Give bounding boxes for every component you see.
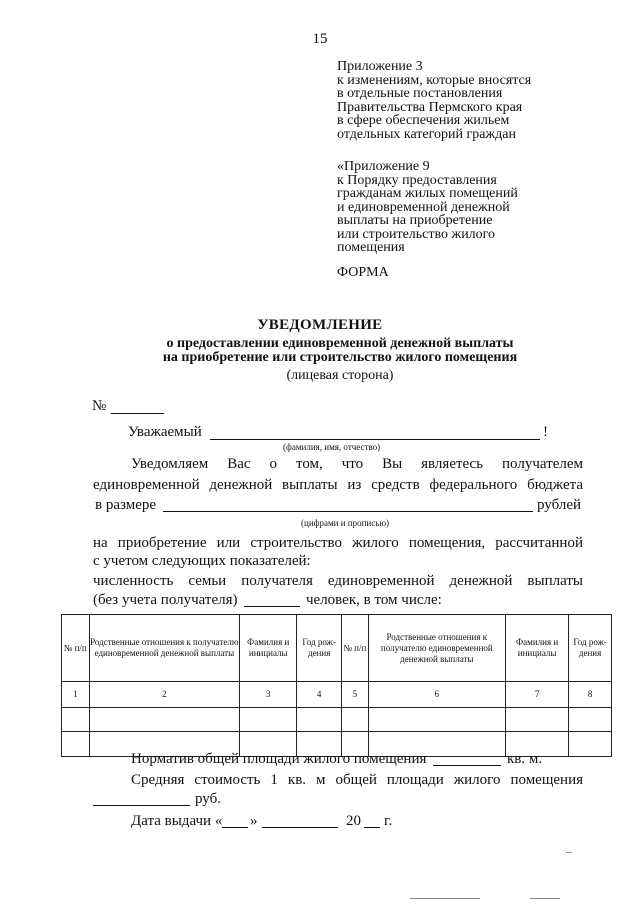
cost-field[interactable] [93,805,190,806]
appendix-line: выплаты на приобретение [337,213,493,228]
appendix-line: в отдельные постановления [337,86,503,101]
appendix-line: Приложение 3 [337,59,423,74]
table-header-cell: Фамилия и инициалы [506,615,569,682]
norm-suffix: кв. м. [507,751,543,767]
date-day-field[interactable] [222,827,248,828]
subtitle-line: на приобретение или строительство жилого помещения [162,350,518,365]
table-number-cell: 6 [368,682,506,708]
table-header-cell: № п/п [342,615,368,682]
appendix-line: помещения [337,240,405,255]
appendix-9-block [337,160,627,255]
family-members-table [61,614,612,757]
number-label: № [92,398,107,414]
appendix-line: или строительство жилого [337,226,496,242]
paragraph-text: (без учета получателя) [93,592,238,608]
norm-label: Норматив общей площади жилого помещения [131,751,427,767]
paragraph-text: человек, в том числе: [306,592,442,608]
table-header-cell: Год рож-дения [297,615,342,682]
greeting-label: Уважаемый [128,424,202,440]
scan-mark [566,852,572,853]
subtitle-line: о предоставлении единовременной денежной выплаты [166,336,514,351]
appendix-line: Правительства Пермского края [337,99,523,115]
table-cell[interactable] [240,708,297,732]
paragraph-text: на приобретение или строительство жилого помещения, рассчитанной [93,535,583,551]
table-cell[interactable] [506,708,569,732]
table-cell[interactable] [368,708,506,732]
family-count-field[interactable] [244,606,300,607]
table-header-cell: Родственные отношения к получателю единовременной денежной выплаты [368,615,506,682]
number-field[interactable] [111,413,164,414]
date-year: 20 [346,813,361,829]
side-note: (лицевая сторона) [286,368,394,383]
table-cell[interactable] [569,732,612,757]
appendix-line: отдельных категорий граждан [337,126,516,142]
table-number-cell: 4 [297,682,342,708]
table-header-cell: Родственные отношения к получателю единовременной денежной выплаты [89,615,240,682]
recipient-name-field[interactable] [210,439,540,440]
amount-hint: (цифрами и прописью) [301,518,390,528]
paragraph-text: численность семьи получателя единовременной денежной выплаты [93,573,583,589]
table-number-cell: 3 [240,682,297,708]
table-header-cell: Год рож-дения [569,615,612,682]
cost-label: Средняя стоимость 1 кв. м общей площади жилого помещения [131,772,583,788]
table-cell[interactable] [342,708,368,732]
date-quote: » [250,813,258,829]
appendix-line: к Порядку предоставления [337,172,497,188]
appendix-line: и единовременной денежной [337,199,510,215]
table-cell[interactable] [297,708,342,732]
cost-suffix: руб. [195,791,221,807]
appendix-line: в сфере обеспечения жильем [337,113,510,128]
appendix-line: к изменениям, которые вносятся [337,72,532,88]
amount-suffix: рублей [537,497,582,513]
paragraph-text: единовременной денежной выплаты из средств федерального бюджета [93,477,583,493]
date-suffix: г. [384,813,393,829]
table-number-cell: 7 [506,682,569,708]
table-number-cell: 1 [62,682,90,708]
table-cell[interactable] [62,732,90,757]
appendix-line: гражданам жилых помещений [337,186,518,201]
amount-label: в размере [95,497,157,513]
table-header-row [62,615,612,682]
table-cell[interactable] [569,708,612,732]
paragraph-text: Уведомляем Вас о том, что Вы являетесь получателем [131,456,583,472]
document-title: УВЕДОМЛЕНИЕ [257,317,383,333]
paragraph-text: с учетом следующих показателей: [93,553,311,569]
date-label: Дата выдачи « [131,813,223,829]
form-label: ФОРМА [337,265,389,280]
scan-mark [530,898,560,899]
table-header-cell: № п/п [62,615,90,682]
table-row [62,708,612,732]
table-number-cell: 8 [569,682,612,708]
greeting-end: ! [543,424,548,440]
date-year-field[interactable] [364,827,380,828]
table-number-row [62,682,612,708]
table-number-cell: 5 [342,682,368,708]
page-number: 15 [312,31,328,47]
table-cell[interactable] [89,708,240,732]
table-number-cell: 2 [89,682,240,708]
amount-field[interactable] [163,511,533,512]
table-cell[interactable] [62,708,90,732]
name-hint: (фамилия, имя, отчество) [283,442,381,452]
date-month-field[interactable] [262,827,338,828]
document-subtitle [0,337,640,365]
norm-field[interactable] [433,765,501,766]
appendix-3-block [337,60,627,141]
scan-mark [410,898,480,899]
table-header-cell: Фамилия и инициалы [240,615,297,682]
appendix-line: «Приложение 9 [337,159,430,174]
